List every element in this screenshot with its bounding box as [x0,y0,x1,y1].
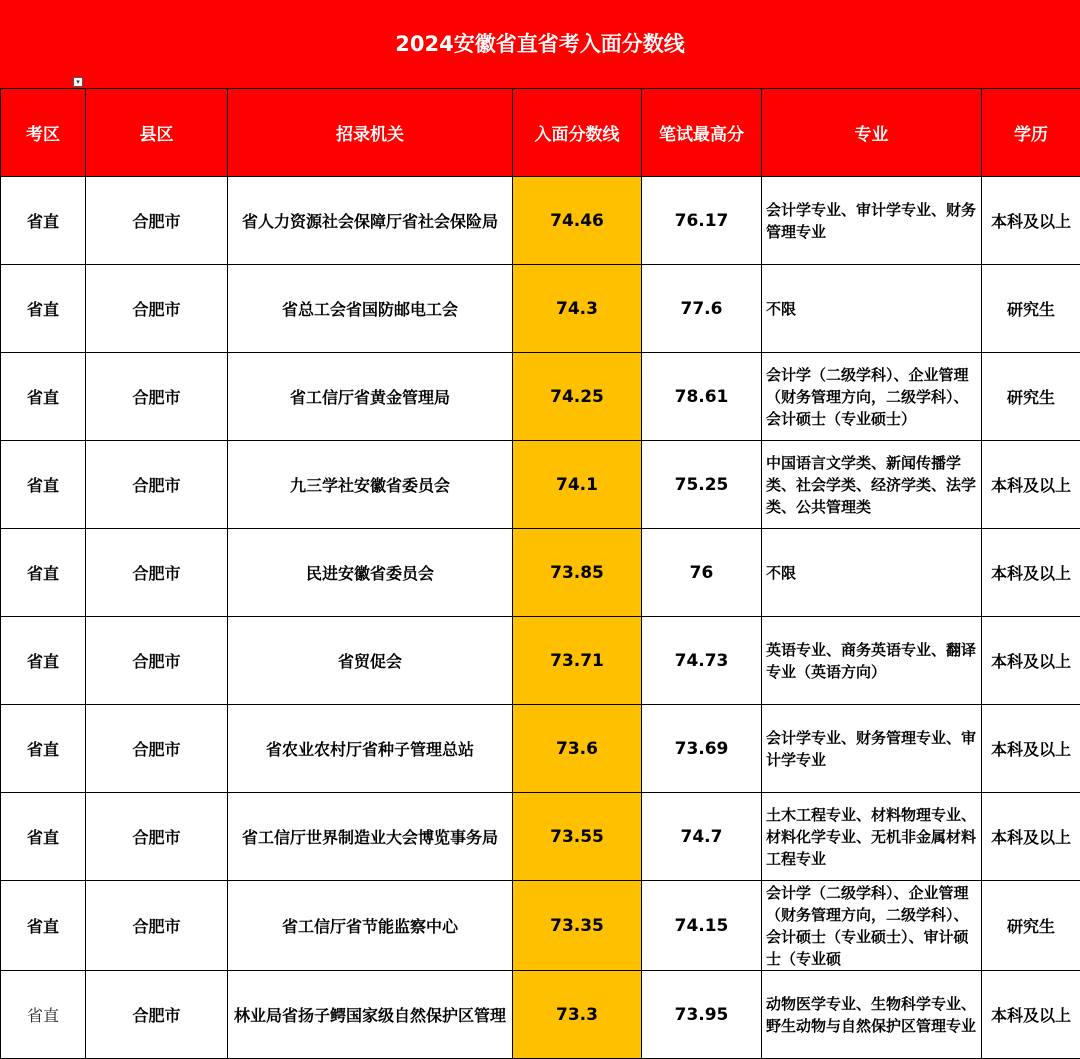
cell-score[interactable]: 74.1 [513,441,642,529]
cell-major[interactable]: 会计学专业、审计学专业、财务管理专业 [762,177,982,265]
cell-area[interactable]: 省直 [1,353,86,441]
cell-org[interactable]: 省总工会省国防邮电工会 [228,265,513,353]
cell-edu[interactable]: 本科及以上 [982,617,1080,705]
cell-area[interactable]: 省直 [1,441,86,529]
cell-org[interactable]: 省贸促会 [228,617,513,705]
table-row[interactable] [1,441,1080,529]
cell-score[interactable]: 73.35 [513,881,642,971]
cell-county[interactable]: 合肥市 [86,177,228,265]
table-row[interactable] [1,881,1080,971]
cell-major[interactable]: 不限 [762,265,982,353]
cell-edu[interactable]: 本科及以上 [982,529,1080,617]
cell-county[interactable]: 合肥市 [86,265,228,353]
cell-county[interactable]: 合肥市 [86,353,228,441]
cell-edu[interactable]: 本科及以上 [982,177,1080,265]
cell-org[interactable]: 林业局省扬子鳄国家级自然保护区管理 [228,971,513,1059]
cell-major[interactable]: 土木工程专业、材料物理专业、材料化学专业、无机非金属材料工程专业 [762,793,982,881]
cell-edu[interactable]: 研究生 [982,881,1080,971]
cell-score[interactable]: 74.3 [513,265,642,353]
cell-high[interactable]: 78.61 [642,353,762,441]
table-row[interactable] [1,265,1080,353]
cell-score[interactable]: 73.6 [513,705,642,793]
cell-county[interactable]: 合肥市 [86,617,228,705]
cell-edu[interactable]: 本科及以上 [982,441,1080,529]
cell-high[interactable]: 77.6 [642,265,762,353]
cell-major[interactable]: 会计学（二级学科）、企业管理（财务管理方向，二级学科）、会计硕士（专业硕士）、审计硕士（专业硕 [762,881,982,971]
filter-dropdown-icon[interactable]: ▾ [73,77,83,87]
cell-major[interactable]: 会计学（二级学科）、企业管理（财务管理方向，二级学科）、会计硕士（专业硕士） [762,353,982,441]
cell-county[interactable]: 合肥市 [86,971,228,1059]
cell-area[interactable]: 省直 [1,265,86,353]
cell-edu[interactable]: 本科及以上 [982,971,1080,1059]
cell-county[interactable]: 合肥市 [86,441,228,529]
cell-high[interactable]: 73.69 [642,705,762,793]
cell-org[interactable]: 九三学社安徽省委员会 [228,441,513,529]
cell-major[interactable]: 会计学专业、财务管理专业、审计学专业 [762,705,982,793]
cell-major[interactable]: 不限 [762,529,982,617]
table-row[interactable] [1,177,1080,265]
cell-county[interactable]: 合肥市 [86,529,228,617]
cell-area[interactable]: 省直 [1,705,86,793]
cell-org[interactable]: 民进安徽省委员会 [228,529,513,617]
cell-area[interactable]: 省直 [1,793,86,881]
header-row [1,89,1080,177]
table-row[interactable] [1,617,1080,705]
cell-org[interactable]: 省人力资源社会保障厅省社会保险局 [228,177,513,265]
cell-score[interactable]: 73.3 [513,971,642,1059]
cell-major[interactable]: 英语专业、商务英语专业、翻译专业（英语方向） [762,617,982,705]
cell-high[interactable]: 75.25 [642,441,762,529]
cell-edu[interactable]: 研究生 [982,353,1080,441]
column-header-high[interactable]: 笔试最高分 [642,89,762,177]
cell-major[interactable]: 动物医学专业、生物科学专业、野生动物与自然保护区管理专业 [762,971,982,1059]
column-header-org[interactable]: 招录机关 [228,89,513,177]
table-row[interactable] [1,353,1080,441]
cell-area[interactable]: 省直 [1,617,86,705]
score-table [0,88,1080,1059]
cell-score[interactable]: 74.25 [513,353,642,441]
table-row[interactable] [1,971,1080,1059]
cell-org[interactable]: 省工信厅省节能监察中心 [228,881,513,971]
cell-score[interactable]: 73.71 [513,617,642,705]
table-row[interactable] [1,529,1080,617]
cell-county[interactable]: 合肥市 [86,881,228,971]
table-row[interactable] [1,705,1080,793]
cell-area[interactable]: 省直 [1,177,86,265]
cell-high[interactable]: 76 [642,529,762,617]
cell-high[interactable]: 73.95 [642,971,762,1059]
cell-org[interactable]: 省工信厅世界制造业大会博览事务局 [228,793,513,881]
cell-score[interactable]: 73.85 [513,529,642,617]
cell-county[interactable]: 合肥市 [86,793,228,881]
column-header-score[interactable]: 入面分数线 [513,89,642,177]
column-header-area[interactable]: 考区 [1,89,86,177]
cell-score[interactable]: 73.55 [513,793,642,881]
cell-edu[interactable]: 本科及以上 [982,705,1080,793]
cell-area[interactable]: 省直 [1,881,86,971]
cell-major[interactable]: 中国语言文学类、新闻传播学类、社会学类、经济学类、法学类、公共管理类 [762,441,982,529]
column-header-major[interactable]: 专业 [762,89,982,177]
cell-high[interactable]: 74.73 [642,617,762,705]
cell-area[interactable]: 省直 [1,971,86,1059]
cell-high[interactable]: 76.17 [642,177,762,265]
cell-area[interactable]: 省直 [1,529,86,617]
sheet-title: 2024安徽省直省考入面分数线 [0,0,1080,88]
column-header-county[interactable]: 县区 [86,89,228,177]
cell-high[interactable]: 74.7 [642,793,762,881]
table-row[interactable] [1,793,1080,881]
cell-county[interactable]: 合肥市 [86,705,228,793]
cell-score[interactable]: 74.46 [513,177,642,265]
cell-high[interactable]: 74.15 [642,881,762,971]
cell-org[interactable]: 省农业农村厅省种子管理总站 [228,705,513,793]
column-header-edu[interactable]: 学历 [982,89,1080,177]
cell-edu[interactable]: 本科及以上 [982,793,1080,881]
cell-org[interactable]: 省工信厅省黄金管理局 [228,353,513,441]
cell-edu[interactable]: 研究生 [982,265,1080,353]
